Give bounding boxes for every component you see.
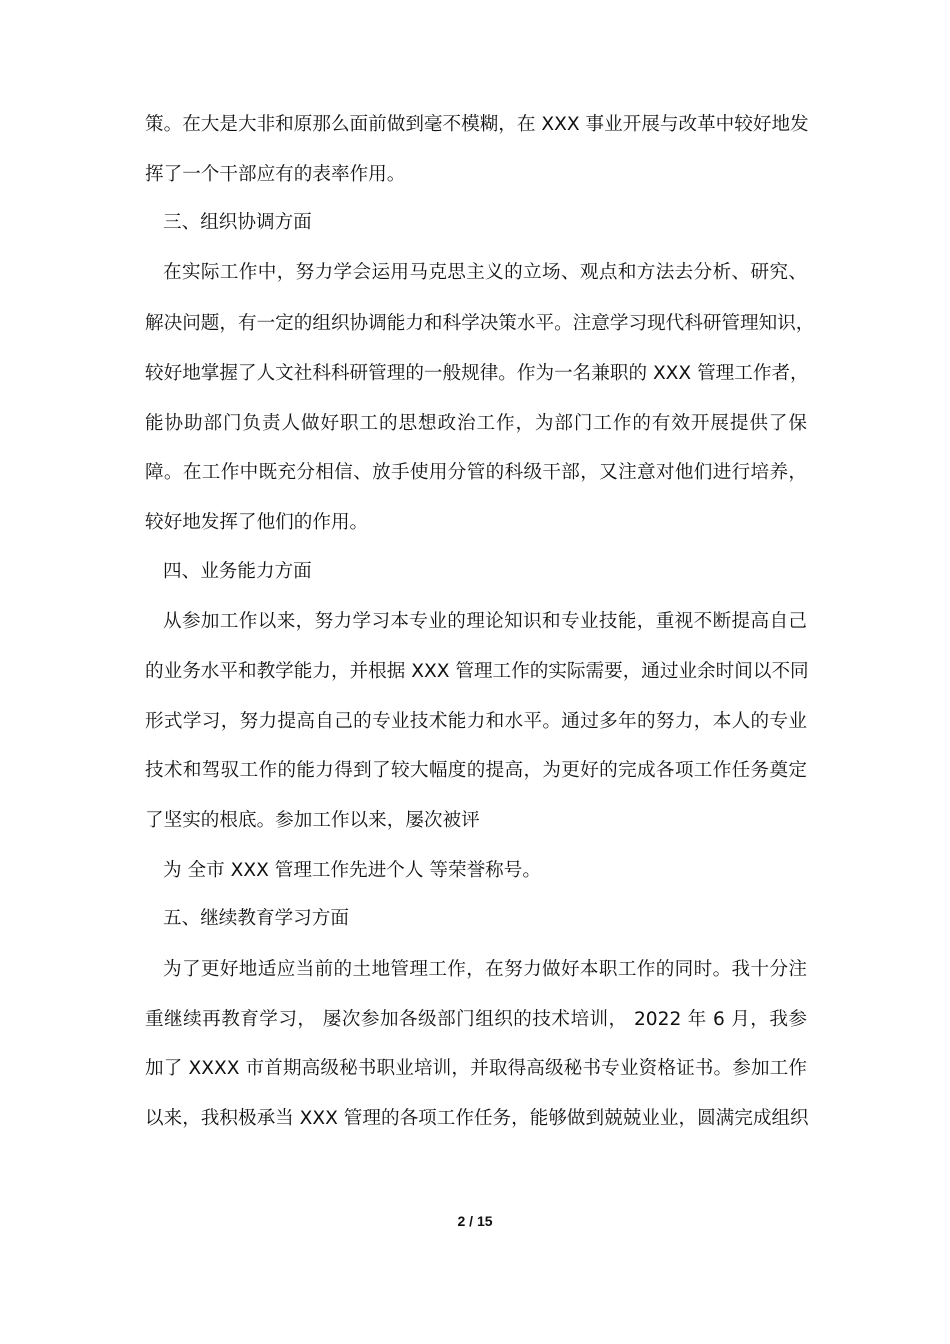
text-line: 较好地掌握了人文社科科研管理的一般规律。作为一名兼职的 XXX 管理工作者，: [145, 363, 809, 384]
text-line: 策。在大是大非和原那么面前做到毫不模糊，在 XXX 事业开展与改革中较好地发: [145, 114, 809, 135]
text-line: 挥了一个干部应有的表率作用。: [145, 164, 406, 185]
text-line: 从参加工作以来，努力学习本专业的理论知识和专业技能，重视不断提高自己: [163, 611, 807, 632]
text-line: 加了 XXXX 市首期高级秘书职业培训，并取得高级秘书专业资格证书。参加工作: [145, 1058, 807, 1079]
text-line: 的业务水平和教学能力，并根据 XXX 管理工作的实际需要，通过业余时间以不同: [145, 661, 809, 682]
text-line: 为 全市 XXX 管理工作先进个人 等荣誉称号。: [163, 860, 541, 881]
text-line: 在实际工作中，努力学会运用马克思主义的立场、观点和方法去分析、研究、: [163, 262, 807, 283]
section-heading: 三、组织协调方面: [163, 212, 312, 233]
text-line: 较好地发挥了他们的作用。: [145, 512, 369, 533]
text-line: 重继续再教育学习， 屡次参加各级部门组织的技术培训， 2022 年 6 月，我参: [145, 1009, 807, 1030]
page-number: 2 / 15: [457, 1213, 493, 1229]
text-line: 解决问题，有一定的组织协调能力和科学决策水平。注意学习现代科研管理知识，: [145, 313, 815, 334]
section-heading: 四、业务能力方面: [163, 561, 312, 582]
text-line: 了坚实的根底。参加工作以来，屡次被评: [145, 810, 480, 831]
text-line: 以来，我积极承当 XXX 管理的各项工作任务，能够做到兢兢业业，圆满完成组织: [145, 1108, 809, 1129]
text-line: 技术和驾驭工作的能力得到了较大幅度的提高，为更好的完成各项工作任务奠定: [145, 760, 807, 781]
text-line: 形式学习，努力提高自己的专业技术能力和水平。通过多年的努力，本人的专业: [145, 711, 807, 732]
text-line: 为了更好地适应当前的土地管理工作，在努力做好本职工作的同时。我十分注: [163, 959, 807, 980]
section-heading: 五、继续教育学习方面: [163, 908, 349, 929]
text-line: 能协助部门负责人做好职工的思想政治工作，为部门工作的有效开展提供了保: [145, 413, 807, 434]
text-line: 障。在工作中既充分相信、放手使用分管的科级干部，又注意对他们进行培养，: [145, 462, 807, 483]
